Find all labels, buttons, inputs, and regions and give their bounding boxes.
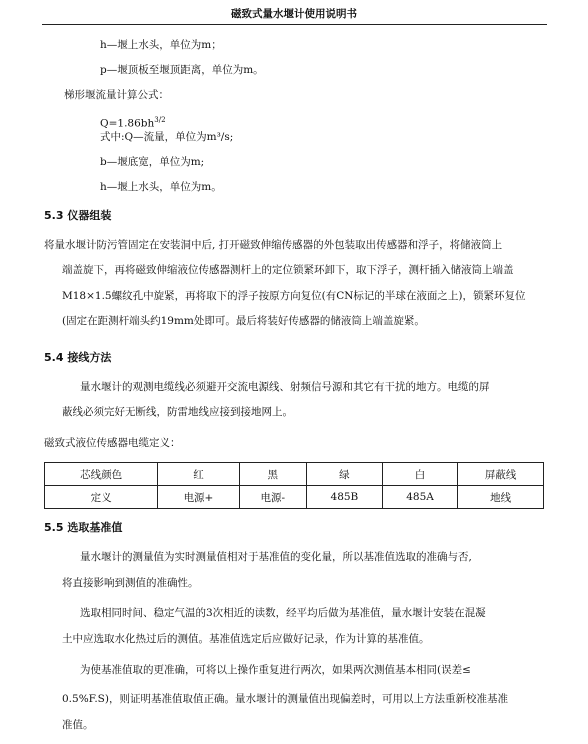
section-5-5-p3-line-3: 准值。: [62, 719, 94, 731]
table-cell: 485B: [306, 486, 382, 509]
formula-exponent: 3/2: [154, 116, 166, 124]
table-cell: 屏蔽线: [458, 463, 544, 486]
table-cell: 黑: [239, 463, 306, 486]
section-5-3-heading: 5.3 仪器组装: [44, 209, 112, 222]
table-cell: 电源-: [239, 486, 306, 509]
section-5-4-heading: 5.4 接线方法: [44, 351, 112, 364]
h-definition: h—堰上水头，单位为m；: [100, 39, 222, 51]
table-cell: 地线: [458, 486, 544, 509]
section-5-5-p2-line-1: 选取相同时间、稳定气温的3次相近的读数，经平均后做为基准值，量水堰计安装在混凝: [80, 607, 486, 619]
table-cell: 白: [382, 463, 457, 486]
section-5-5-p3-line-1: 为使基准值取的更准确，可将以上操作重复进行两次，如果两次测值基本相同(误差≤: [80, 664, 471, 676]
table-cell: 电源+: [158, 486, 239, 509]
trapezoid-formula: [100, 113, 166, 131]
table-cell: 绿: [306, 463, 382, 486]
table-cell: 定义: [45, 486, 158, 509]
table-row: [45, 463, 544, 486]
trapezoid-formula-title: 梯形堰流量计算公式：: [64, 89, 169, 101]
cable-definition-title: 磁致式液位传感器电缆定义：: [44, 437, 181, 449]
section-5-5-p1-line-1: 量水堰计的测量值为实时测量值相对于基准值的变化量，所以基准值选取的准确与否,: [80, 551, 472, 563]
table-cell: 485A: [382, 486, 457, 509]
formula-base: Q=1.86bh: [100, 117, 155, 130]
p-definition: p—堰顶板至堰顶距离，单位为m。: [100, 64, 264, 76]
page-header-title: 磁致式量水堰计使用说明书: [231, 8, 357, 20]
h-definition-2: h—堰上水头，单位为m。: [100, 181, 222, 193]
q-definition: 式中:Q—流量，单位为m³/s;: [100, 131, 234, 143]
b-definition: b—堰底宽，单位为m;: [100, 156, 205, 168]
header-rule: [42, 24, 547, 25]
section-5-5-p3-line-2: 0.5%F.S)，则证明基准值取值正确。量水堰计的测量值出现偏差时，可用以上方法重新校准基准: [62, 693, 508, 705]
section-5-3-line-1: 将量水堰计防污管固定在安装洞中后, 打开磁致伸缩传感器的外包装取出传感器和浮子，将储液筒上: [44, 239, 503, 251]
table-row: [45, 486, 544, 509]
section-5-5-heading: 5.5 选取基准值: [44, 521, 123, 534]
table-cell: 芯线颜色: [45, 463, 158, 486]
table-cell: 红: [158, 463, 239, 486]
section-5-5-p2-line-2: 土中应选取水化热过后的测值。基准值选定后应做好记录，作为计算的基准值。: [62, 633, 430, 645]
section-5-3-line-3: M18×1.5螺纹孔中旋紧，再将取下的浮子按原方向复位(有CN标记的半球在液面之上)，锁紧环复位: [62, 290, 526, 302]
section-5-3-line-4: (固定在距测杆端头约19mm处即可。最后将装好传感器的储液筒上端盖旋紧。: [62, 315, 425, 327]
section-5-5-p1-line-2: 将直接影响到测值的准确性。: [62, 577, 199, 589]
section-5-4-line-1: 量水堰计的观测电缆线必须避开交流电源线、射频信号源和其它有干扰的地方。电缆的屏: [80, 381, 490, 393]
cable-definition-table: [44, 462, 544, 509]
section-5-3-line-2: 端盖旋下，再将磁致伸缩液位传感器测杆上的定位锁紧环卸下，取下浮子，测杆插入储液筒上端盖: [62, 264, 514, 276]
section-5-4-line-2: 蔽线必须完好无断线，防雷地线应接到接地网上。: [62, 406, 293, 418]
